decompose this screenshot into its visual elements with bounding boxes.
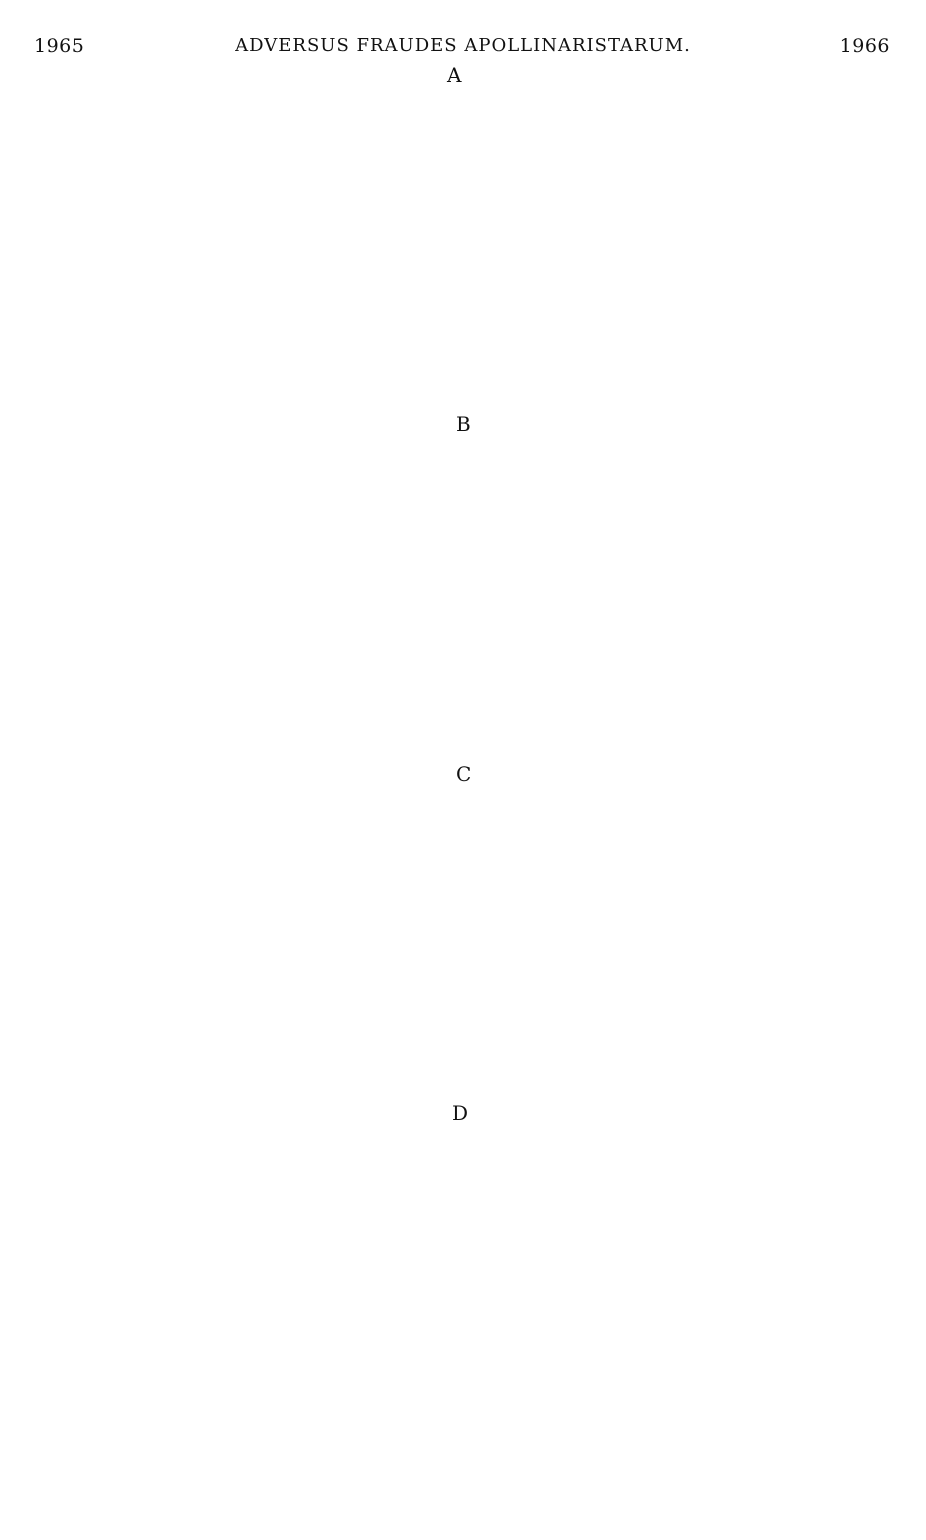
page-number-left: 1965 [34,35,85,57]
margin-letter-a: A [447,63,462,87]
margin-letter-b: B [456,412,471,436]
margin-letter-d: D [452,1101,469,1125]
page-number-right: 1966 [839,35,890,57]
running-title: ADVERSUS FRAUDES APOLLINARISTARUM. [235,35,691,56]
margin-letter-c: C [456,762,472,786]
